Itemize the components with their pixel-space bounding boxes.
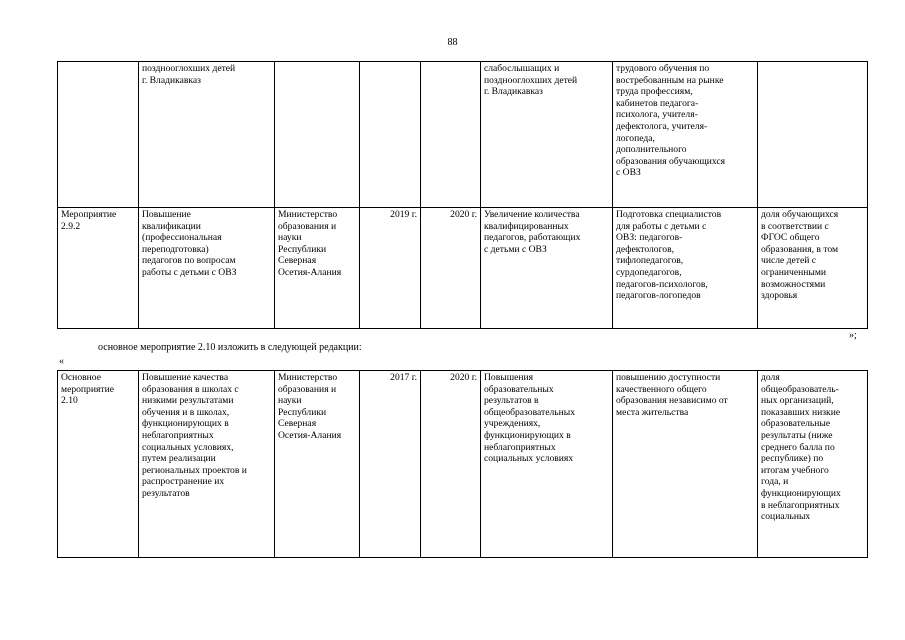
- cell-start: 2019 г.: [360, 208, 421, 329]
- cell-executor: Министерство образования и науки Республики Северная Осетия-Алания: [275, 371, 360, 558]
- table-row: [58, 371, 868, 558]
- cell-executor: [275, 62, 360, 208]
- cell-start: [360, 62, 421, 208]
- table-row: [58, 62, 868, 208]
- program-table-new-edition: [57, 370, 868, 558]
- table-row: [58, 208, 868, 329]
- cell-executor: Министерство образования и науки Республики Северная Осетия-Алания: [275, 208, 360, 329]
- cell-name: Повышение качества образования в школах с низкими результатами обучения и в школах, функционирующих в неблагоприятных социальных условиях, путем реализации региональных проектов и распространение их результатов: [139, 371, 275, 558]
- page-number: 88: [447, 37, 458, 48]
- cell-end: 2020 г.: [421, 208, 481, 329]
- cell-code: Мероприятие 2.9.2: [58, 208, 139, 329]
- cell-name: позднооглохших детей г. Владикавказ: [139, 62, 275, 208]
- closing-quote: »;: [849, 330, 857, 341]
- cell-result: Увеличение количества квалифицированных педагогов, работающих с детьми с ОВЗ: [481, 208, 613, 329]
- cell-result: Повышения образовательных результатов в общеобразовательных учреждениях, функционирующих в неблагоприятных социальных условиях: [481, 371, 613, 558]
- cell-indicator: доля общеобразователь- ных организаций, показавших низкие образовательные результаты (ниже среднего балла по республике) по итогам учебного года, и функционирующих в неблагоприятных социальных: [758, 371, 868, 558]
- cell-indicator: [758, 62, 868, 208]
- opening-quote: «: [59, 356, 64, 367]
- cell-end: [421, 62, 481, 208]
- cell-code: [58, 62, 139, 208]
- cell-result: слабослышащих и позднооглохших детей г. Владикавказ: [481, 62, 613, 208]
- cell-end: 2020 г.: [421, 371, 481, 558]
- cell-directions: Подготовка специалистов для работы с детьми с ОВЗ: педагогов- дефектологов, тифлопедагогов, сурдопедагогов, педагогов-психологов, педагогов-логопедов: [613, 208, 758, 329]
- program-table-continuation: [57, 61, 868, 329]
- amendment-instruction: основное мероприятие 2.10 изложить в следующей редакции:: [98, 342, 362, 353]
- cell-directions: повышению доступности качественного общего образования независимо от места жительства: [613, 371, 758, 558]
- cell-name: Повышение квалификации (профессиональная переподготовка) педагогов по вопросам работы с детьми с ОВЗ: [139, 208, 275, 329]
- cell-start: 2017 г.: [360, 371, 421, 558]
- cell-code: Основное мероприятие 2.10: [58, 371, 139, 558]
- cell-indicator: доля обучающихся в соответствии с ФГОС общего образования, в том числе детей с ограниченными возможностями здоровья: [758, 208, 868, 329]
- cell-directions: трудового обучения по востребованным на рынке труда профессиям, кабинетов педагога- психолога, учителя- дефектолога, учителя- логопеда, дополнительного образования обучающихся с ОВЗ: [613, 62, 758, 208]
